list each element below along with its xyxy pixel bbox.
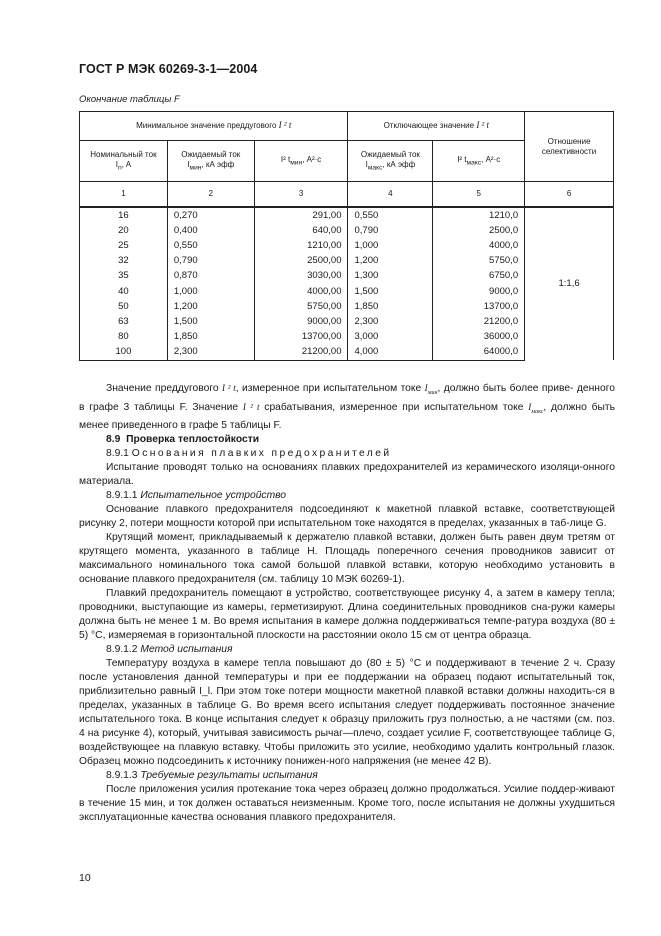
table-cell: 50 xyxy=(80,299,168,314)
table-cell: 1,200 xyxy=(348,254,433,269)
section-8-9-1-1: 8.9.1.1 Испытательное устройство xyxy=(106,489,287,501)
table-cell: 1,500 xyxy=(167,314,254,329)
col-header-rated-current: Номинальный ток $I_n$, A xyxy=(80,141,168,182)
table-cell: 36000,0 xyxy=(433,330,525,345)
table-cell: 1,300 xyxy=(348,269,433,284)
table-cell: 4000,00 xyxy=(254,284,348,299)
col-number: 4 xyxy=(348,182,433,208)
paragraph-4: Крутящий момент, прикладываемый к держателю плавкой вставки, должен быть равен двум третям от крутящего момента, указанного в таблице H. Площадь поперечного сечения проводников зависит от максимального номинального тока самой большой плавкой вставки, которую необходимо установить в основание плавкого предохранителя (см. таблицу 10 МЭК 60269-1). xyxy=(79,531,615,585)
table-cell: 0,270 xyxy=(167,207,254,223)
table-cell: 35 xyxy=(80,269,168,284)
col-number: 3 xyxy=(254,182,348,208)
col-header-min-i2t: I² $t_{мин}$, A²·c xyxy=(254,141,348,182)
table-cell: 3,000 xyxy=(348,330,433,345)
document-header: ГОСТ Р МЭК 60269-3-1—2004 xyxy=(79,62,258,76)
table-cell: 21200,0 xyxy=(433,314,525,329)
table-cell: 13700,00 xyxy=(254,330,348,345)
ratio-header: Отношение селективности xyxy=(525,112,614,182)
table-cell: 2500,00 xyxy=(254,254,348,269)
paragraph-3: Основание плавкого предохранителя подсоединяют к макетной плавкой вставке, соответствующей рисунку 2, потери мощности которой при испытательном токе находятся в пределах, указанных в таб-лице G. xyxy=(79,503,615,529)
table-cell: 100 xyxy=(80,345,168,361)
table-cell: 5750,00 xyxy=(254,299,348,314)
table-cell: 2,300 xyxy=(348,314,433,329)
table-cell: 1,850 xyxy=(348,299,433,314)
body-text xyxy=(79,381,615,825)
section-8-9-1: 8.9.1 Основания плавких предохранителей xyxy=(106,447,392,459)
table-row xyxy=(80,207,614,223)
table-cell: 4000,0 xyxy=(433,238,525,253)
table-cell: 5750,0 xyxy=(433,254,525,269)
table-cell: 0,790 xyxy=(167,254,254,269)
table-cell: 1,000 xyxy=(348,238,433,253)
col-number: 6 xyxy=(525,182,614,208)
table-cell: 0,870 xyxy=(167,269,254,284)
table-cell: 16 xyxy=(80,207,168,223)
table-cell: 80 xyxy=(80,330,168,345)
table-cell: 3030,00 xyxy=(254,269,348,284)
table-cell: 0,550 xyxy=(348,207,433,223)
paragraph-7: После приложения усилия протекание тока через образец должно продолжаться. Усилие поддер-живают в течение 15 мин, и ток должен оставаться неизменным. Кроме того, после испытания не должны ухудшиться эксплуатационные качества основания плавкого предохранителя. xyxy=(79,783,615,823)
table-cell: 1,850 xyxy=(167,330,254,345)
paragraph-5: Плавкий предохранитель помещают в устройство, соответствующее рисунку 4, а затем в камеру тепла; проводники, выступающие из камеры, герметизируют. Длина соединительных проводников сна-ружи камеры должна быть не менее 1 м. Во время испытания в камере должна поддерживаться темпе-ратура воздуха (80 ± 5) °С, измеряемая в горизонтальной плоскости на расстоянии около 15 см от центра образца. xyxy=(79,587,615,641)
col-number: 1 xyxy=(80,182,168,208)
paragraph-6: Температуру воздуха в камере тепла повышают до (80 ± 5) °С и поддерживают в течение 2 ч. Сразу после установления данной температуры и при ее поддержании на образец подают испытательный ток, приблизительно равный I_l. При этом токе потери мощности макетной плавкой вставки должны находить-ся в пределах, указанных в таблице G. Во время всего испытания следует поддерживать постоянное значение испытательного тока. В конце испытания следует к образцу приложить груз полностью, а не частями (см. поз. 4 на рисунке 4), который, учитывая зависимость рычаг—плечо, создает усилие F, соответствующее таблице G, воздействующее на плавкую вставку. Чтобы приложить это усилие, необходимо удалить контрольный глазок. Образец можно подсоединить к источнику понижен-ного напряжения (не менее 42 В). xyxy=(79,657,615,767)
table-cell: 20 xyxy=(80,223,168,238)
paragraph-2: Испытание проводят только на основаниях плавких предохранителей из керамического изоляци-онного материала. xyxy=(79,461,615,487)
table-cell: 1,200 xyxy=(167,299,254,314)
paragraph-1: Значение преддугового I ² t, измеренное при испытательном токе $I_{мин}$, должно быть более приве- денного в графе 3 таблицы F. Значение I ² t срабатывания, измеренное при испытательном токе $I_{макс}$, должно быть менее приведенного в графе 5 таблицы F. xyxy=(79,383,615,431)
col-header-min-current: Ожидаемый ток $I_{мин}$, кА эфф xyxy=(167,141,254,182)
table-cell: 32 xyxy=(80,254,168,269)
table-cell: 2500,0 xyxy=(433,223,525,238)
page-number: 10 xyxy=(79,872,91,884)
table-cell: 21200,00 xyxy=(254,345,348,361)
table-cell: 40 xyxy=(80,284,168,299)
table-cell: 2,300 xyxy=(167,345,254,361)
ratio-value: 1:1,6 xyxy=(525,207,614,360)
column-number-row xyxy=(80,182,614,208)
section-8-9-1-3: 8.9.1.3 Требуемые результаты испытания xyxy=(106,769,318,781)
col-header-max-i2t: I² $t_{макс}$, A²·c xyxy=(433,141,525,182)
table-cell: 291,00 xyxy=(254,207,348,223)
table-cell: 9000,0 xyxy=(433,284,525,299)
section-8-9: 8.9 Проверка теплостойкости xyxy=(106,433,260,445)
table-cell: 25 xyxy=(80,238,168,253)
table-cell: 0,550 xyxy=(167,238,254,253)
table-cell: 64000,0 xyxy=(433,345,525,361)
table-cell: 1210,0 xyxy=(433,207,525,223)
col-number: 5 xyxy=(433,182,525,208)
table-cell: 640,00 xyxy=(254,223,348,238)
table-cell: 13700,0 xyxy=(433,299,525,314)
table-cell: 1,000 xyxy=(167,284,254,299)
section-8-9-1-2: 8.9.1.2 Метод испытания xyxy=(106,643,233,655)
group-header-preddug: Минимальное значение преддугового I ² t xyxy=(80,112,348,141)
col-number: 2 xyxy=(167,182,254,208)
table-cell: 9000,00 xyxy=(254,314,348,329)
table-cell: 6750,0 xyxy=(433,269,525,284)
table-cell: 1,500 xyxy=(348,284,433,299)
group-header-otkl: Отключающее значение I ² t xyxy=(348,112,525,141)
table-cell: 0,790 xyxy=(348,223,433,238)
data-table xyxy=(79,111,614,361)
table-cell: 1210,00 xyxy=(254,238,348,253)
table-cell: 0,400 xyxy=(167,223,254,238)
table-cell: 63 xyxy=(80,314,168,329)
table-cell: 4,000 xyxy=(348,345,433,361)
col-header-max-current: Ожидаемый ток $I_{макс}$, кА эфф xyxy=(348,141,433,182)
table-caption: Окончание таблицы F xyxy=(79,94,180,105)
